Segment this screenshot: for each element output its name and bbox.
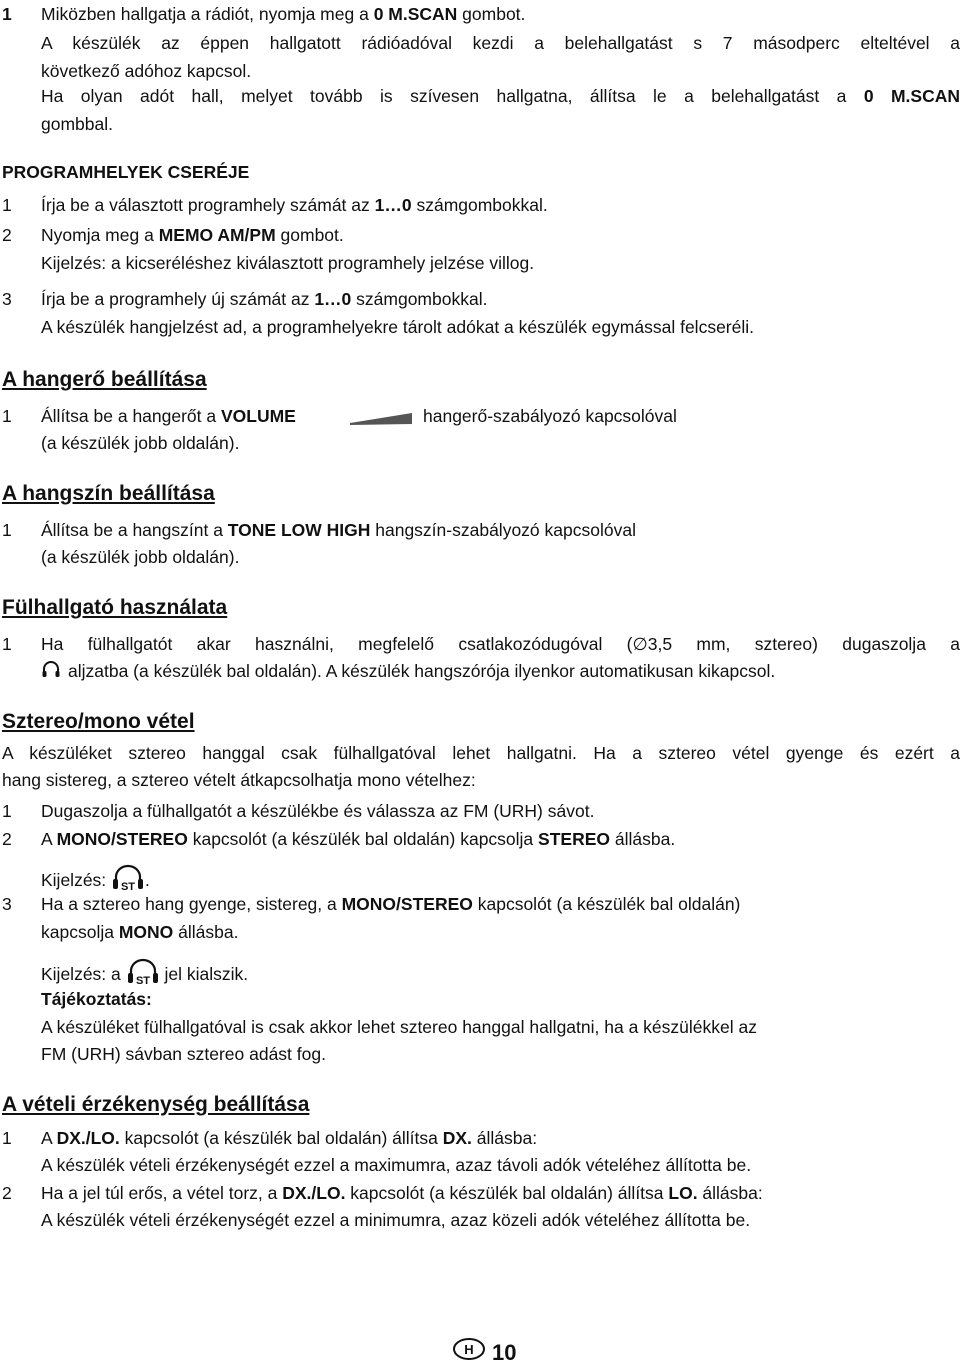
step-number: 3 — [2, 894, 12, 914]
display-note: Kijelzés: a kicseréléshez kiválasztott programhely jelzése villog. — [41, 253, 535, 273]
step-text: A készülék hangjelzést ad, a programhelyekre tárolt adókat a készülék egymással felcseréli. — [41, 317, 755, 337]
step-text: Állítsa be a hangszínt a TONE LOW HIGH hangszín-szabályozó kapcsolóval — [41, 520, 636, 540]
section-heading-program-swap: PROGRAMHELYEK CSERÉJE — [2, 162, 250, 182]
step-number: 2 — [2, 829, 12, 849]
info-text: FM (URH) sávban sztereo adást fog. — [41, 1044, 326, 1064]
step-text: hangerő-szabályozó kapcsolóval — [423, 406, 677, 426]
step-text: (a készülék jobb oldalán). — [41, 547, 240, 567]
section-heading-volume: A hangerő beállítása — [2, 368, 207, 391]
step-number: 1 — [2, 634, 12, 654]
step-text: Írja be a programhely új számát az 1…0 számgombokkal. — [41, 289, 488, 309]
step-text: Ha a jel túl erős, a vétel torz, a DX./LO. kapcsolót (a készülék bal oldalán) állítsa LO. állásba: — [41, 1183, 763, 1203]
step-text: Állítsa be a hangerőt a VOLUME — [41, 406, 296, 426]
display-note: Kijelzés: a ST jel kialszik. — [41, 958, 248, 993]
step-number: 3 — [2, 289, 12, 309]
svg-text:H: H — [464, 1342, 474, 1357]
svg-text:ST: ST — [121, 881, 136, 893]
diameter-symbol: ∅ — [632, 634, 648, 654]
step-text: Ha a sztereo hang gyenge, sistereg, a MONO/STEREO kapcsolót (a készülék bal oldalán) — [41, 894, 741, 914]
section-heading-sensitivity: A vételi érzékenység beállítása — [2, 1093, 310, 1116]
step-text: kapcsolja MONO állásba. — [41, 922, 239, 942]
step-text: Miközben hallgatja a rádiót, nyomja meg a 0 M.SCAN gombot. — [41, 4, 526, 24]
paragraph-line: következő adóhoz kapcsol. — [41, 61, 252, 81]
info-text: A készüléket fülhallgatóval is csak akkor lehet sztereo hanggal hallgatni, ha a készülékkel az — [41, 1017, 757, 1037]
section-heading-tone: A hangszín beállítása — [2, 482, 215, 505]
step-number: 1 — [2, 195, 12, 215]
step-text: A készülék vételi érzékenységét ezzel a maximumra, azaz távoli adók vételéhez állította be. — [41, 1155, 752, 1175]
paragraph-line: Ha olyan adót hall, melyet tovább is szívesen hallgatna, állítsa le a belehallgatást a 0 M.SCAN — [41, 86, 960, 106]
section-heading-stereo-mono: Sztereo/mono vétel — [2, 710, 195, 733]
step-text: (a készülék jobb oldalán). — [41, 433, 240, 453]
headphone-icon — [41, 659, 61, 684]
step-text: Nyomja meg a MEMO AM/PM gombot. — [41, 225, 344, 245]
step-text: aljzatba (a készülék bal oldalán). A készülék hangszórója ilyenkor automatikusan kikapcsol. — [68, 661, 776, 681]
step-text: Írja be a választott programhely számát az 1…0 számgombokkal. — [41, 195, 548, 215]
paragraph-line: A készülék az éppen hallgatott rádióadóval kezdi a belehallgatást s 7 másodperc elteltével a — [41, 33, 960, 53]
step-number: 1 — [2, 520, 12, 540]
display-note: Kijelzés: ST . — [41, 864, 150, 899]
paragraph-line: hang sistereg, a sztereo vételt átkapcsolhatja mono vételhez: — [2, 770, 476, 790]
volume-wedge-icon — [350, 406, 414, 431]
step-number: 1 — [2, 801, 12, 821]
language-badge — [452, 1337, 486, 1366]
step-number: 1 — [2, 4, 12, 24]
step-text: Dugaszolja a fülhallgatót a készülékbe és válassza az FM (URH) sávot. — [41, 801, 595, 821]
step-number: 1 — [2, 1128, 12, 1148]
svg-text:ST: ST — [135, 975, 150, 987]
step-text: Ha fülhallgatót akar használni, megfelelő csatlakozódugóval (∅3,5 mm, sztereo) dugaszolja a — [41, 634, 960, 654]
step-text: A MONO/STEREO kapcsolót (a készülék bal oldalán) kapcsolja STEREO állásba. — [41, 829, 676, 849]
step-number: 1 — [2, 406, 12, 426]
step-number: 2 — [2, 1183, 12, 1203]
paragraph-line: A készüléket sztereo hanggal csak fülhallgatóval lehet hallgatni. Ha a sztereo vétel gyenge és ezért a — [2, 743, 960, 763]
step-number: 2 — [2, 225, 12, 245]
page-number: 10 — [492, 1340, 517, 1365]
paragraph-line: gombbal. — [41, 114, 113, 134]
step-text: A készülék vételi érzékenységét ezzel a minimumra, azaz közeli adók vételéhez állította be. — [41, 1210, 751, 1230]
section-heading-headphones: Fülhallgató használata — [2, 596, 228, 619]
step-text: A DX./LO. kapcsolót (a készülék bal oldalán) állítsa DX. állásba: — [41, 1128, 538, 1148]
info-label: Tájékoztatás: — [41, 989, 152, 1009]
